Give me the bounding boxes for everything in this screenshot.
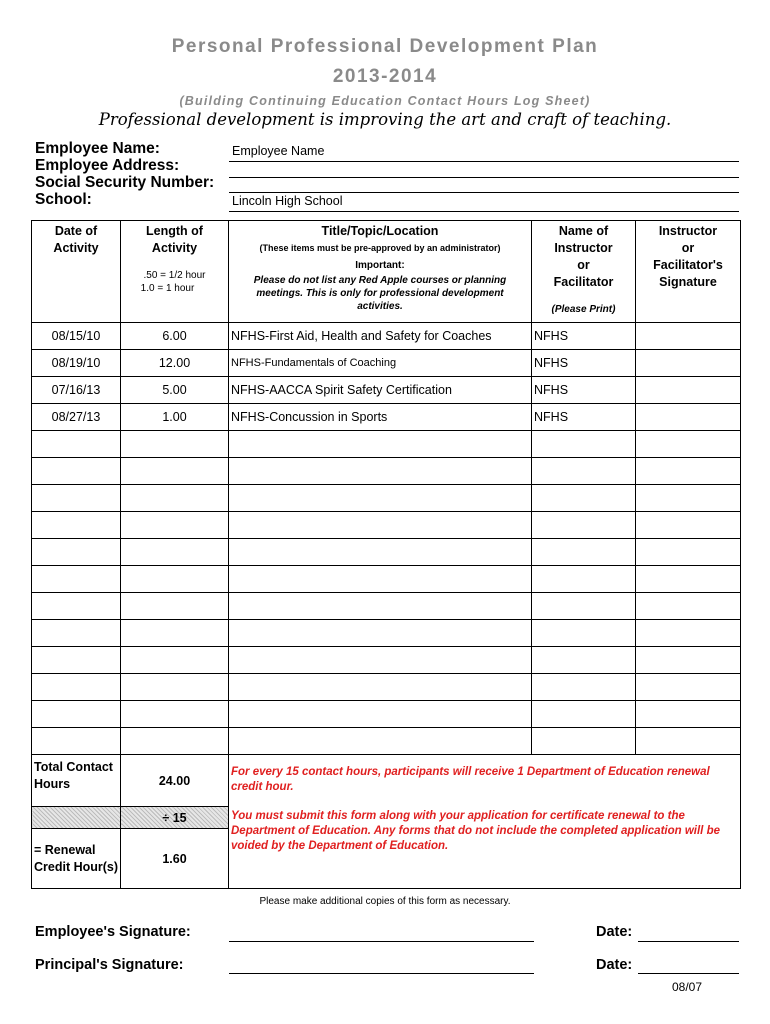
- instructor-name-cell[interactable]: [532, 539, 636, 566]
- title-cell[interactable]: [229, 674, 532, 701]
- form-code: 08/07: [672, 980, 703, 994]
- principal-signature-line[interactable]: [229, 973, 534, 974]
- title-cell[interactable]: [229, 566, 532, 593]
- table-row-blank: [32, 593, 741, 620]
- date-cell[interactable]: [32, 431, 121, 458]
- title-cell[interactable]: [229, 431, 532, 458]
- instructor-signature-cell[interactable]: [636, 593, 741, 620]
- date-cell[interactable]: [32, 539, 121, 566]
- instructor-signature-cell[interactable]: [636, 458, 741, 485]
- instructor-name-cell[interactable]: NFHS: [532, 323, 636, 350]
- table-row-blank: [32, 674, 741, 701]
- instructor-name-cell[interactable]: [532, 701, 636, 728]
- employee-address-line[interactable]: [229, 177, 739, 178]
- length-cell[interactable]: [121, 485, 229, 512]
- date-cell[interactable]: [32, 485, 121, 512]
- title-cell[interactable]: [229, 647, 532, 674]
- date-cell[interactable]: 08/27/13: [32, 404, 121, 431]
- length-cell[interactable]: [121, 566, 229, 593]
- date-cell[interactable]: [32, 647, 121, 674]
- instructor-signature-cell[interactable]: [636, 566, 741, 593]
- instructor-signature-cell[interactable]: [636, 674, 741, 701]
- employee-date-label: Date:: [596, 924, 633, 940]
- renewal-credit-value[interactable]: 1.60: [121, 829, 229, 889]
- length-cell[interactable]: [121, 458, 229, 485]
- divide-by-fifteen: ÷ 15: [121, 807, 229, 829]
- table-row-blank: [32, 728, 741, 755]
- instructor-name-cell[interactable]: NFHS: [532, 350, 636, 377]
- title-cell[interactable]: [229, 701, 532, 728]
- school-line: [229, 211, 739, 212]
- header-instructor-name: Name of Instructor or Facilitator (Please Print): [532, 221, 636, 323]
- date-cell[interactable]: [32, 458, 121, 485]
- employee-address-label: Employee Address:: [35, 157, 180, 174]
- length-note-half: .50 = 1/2 hour: [143, 270, 206, 281]
- total-row: [32, 755, 741, 807]
- length-cell[interactable]: [121, 512, 229, 539]
- length-cell[interactable]: [121, 674, 229, 701]
- title-cell[interactable]: [229, 593, 532, 620]
- important-label: Important:: [355, 260, 405, 271]
- length-cell[interactable]: 6.00: [121, 323, 229, 350]
- title-cell[interactable]: [229, 485, 532, 512]
- title-preapproval-note: (These items must be pre-approved by an administrator): [259, 243, 501, 253]
- date-cell[interactable]: 07/16/13: [32, 377, 121, 404]
- length-cell[interactable]: 12.00: [121, 350, 229, 377]
- renewal-credit-label: = Renewal Credit Hour(s): [32, 829, 121, 889]
- instructor-signature-cell[interactable]: [636, 647, 741, 674]
- date-cell[interactable]: [32, 512, 121, 539]
- table-row-blank: [32, 566, 741, 593]
- instructor-name-cell[interactable]: [532, 458, 636, 485]
- date-cell[interactable]: [32, 593, 121, 620]
- ssn-label: Social Security Number:: [35, 174, 215, 191]
- instructor-signature-cell[interactable]: [636, 323, 741, 350]
- contact-hours-log-table: [31, 220, 741, 889]
- table-row: [32, 350, 741, 377]
- employee-signature-line[interactable]: [229, 941, 534, 942]
- employee-signature-label: Employee's Signature:: [35, 924, 191, 940]
- school-field[interactable]: Lincoln High School: [232, 194, 343, 208]
- form-subtitle: (Building Continuing Education Contact Hours Log Sheet): [179, 94, 591, 108]
- header-date: Date of Activity: [32, 221, 121, 323]
- submission-notice: You must submit this form along with your application for certificate renewal to the Department of Education. Any forms that do not include the completed application will be voided by the Department of Education.: [231, 810, 720, 852]
- table-row: [32, 377, 741, 404]
- please-print-note: (Please Print): [551, 304, 616, 315]
- length-cell[interactable]: [121, 647, 229, 674]
- header-title: Title/Topic/Location (These items must be pre-approved by an administrator) Important: Please do not list any Red Apple courses or planning meetings. This is only for professional development activities.: [229, 221, 532, 323]
- instructor-name-cell[interactable]: NFHS: [532, 404, 636, 431]
- instructor-name-cell[interactable]: [532, 674, 636, 701]
- important-note: Please do not list any Red Apple courses or planning meetings. This is only for professional development activities.: [253, 275, 507, 312]
- length-note-one: 1.0 = 1 hour: [140, 283, 195, 294]
- header-instructor-signature: Instructor or Facilitator's Signature: [636, 221, 741, 323]
- instructor-name-cell[interactable]: [532, 620, 636, 647]
- length-cell[interactable]: 1.00: [121, 404, 229, 431]
- instructor-signature-cell[interactable]: [636, 404, 741, 431]
- length-cell[interactable]: [121, 539, 229, 566]
- table-header-row: [32, 221, 741, 323]
- instructor-signature-cell[interactable]: [636, 512, 741, 539]
- length-cell[interactable]: [121, 431, 229, 458]
- header-length: Length of Activity .50 = 1/2 hour 1.0 = 1 hour: [121, 221, 229, 323]
- instructor-name-cell[interactable]: [532, 728, 636, 755]
- instructor-signature-cell[interactable]: [636, 728, 741, 755]
- length-cell[interactable]: 5.00: [121, 377, 229, 404]
- table-row-blank: [32, 539, 741, 566]
- length-cell[interactable]: [121, 620, 229, 647]
- length-cell[interactable]: [121, 728, 229, 755]
- instructor-name-cell[interactable]: [532, 593, 636, 620]
- date-cell[interactable]: [32, 701, 121, 728]
- date-cell[interactable]: 08/19/10: [32, 350, 121, 377]
- employee-name-label: Employee Name:: [35, 140, 160, 157]
- title-cell[interactable]: NFHS-Concussion in Sports: [229, 404, 532, 431]
- length-cell[interactable]: [121, 701, 229, 728]
- instructor-signature-cell[interactable]: [636, 485, 741, 512]
- school-label: School:: [35, 191, 92, 208]
- form-year: 2013-2014: [332, 66, 438, 87]
- instructor-signature-cell[interactable]: [636, 620, 741, 647]
- total-contact-hours-label: Total Contact Hours: [32, 755, 121, 807]
- table-row-blank: [32, 701, 741, 728]
- table-row-blank: [32, 458, 741, 485]
- instructor-name-cell[interactable]: [532, 485, 636, 512]
- table-row-blank: [32, 647, 741, 674]
- copies-note: Please make additional copies of this form as necessary.: [259, 896, 511, 907]
- date-cell[interactable]: 08/15/10: [32, 323, 121, 350]
- title-cell[interactable]: NFHS-AACCA Spirit Safety Certification: [229, 377, 532, 404]
- principal-date-label: Date:: [596, 957, 633, 973]
- table-row: [32, 323, 741, 350]
- employee-date-line[interactable]: [638, 941, 739, 942]
- title-cell[interactable]: [229, 539, 532, 566]
- instructor-name-cell[interactable]: [532, 647, 636, 674]
- form-title: Personal Professional Development Plan: [171, 36, 599, 57]
- principal-signature-label: Principal's Signature:: [35, 957, 184, 973]
- divide-shaded-cell: [32, 807, 121, 829]
- instructor-signature-cell[interactable]: [636, 350, 741, 377]
- title-cell[interactable]: [229, 728, 532, 755]
- title-cell[interactable]: NFHS-First Aid, Health and Safety for Coaches: [229, 323, 532, 350]
- instructor-signature-cell[interactable]: [636, 377, 741, 404]
- form-motto: Professional development is improving the art and craft of teaching.: [98, 110, 672, 129]
- table-row-blank: [32, 485, 741, 512]
- table-row-blank: [32, 620, 741, 647]
- employee-name-field[interactable]: Employee Name: [232, 144, 325, 158]
- date-cell[interactable]: [32, 728, 121, 755]
- instructor-name-cell[interactable]: [532, 566, 636, 593]
- notice-cell: [229, 755, 741, 889]
- date-cell[interactable]: [32, 620, 121, 647]
- title-cell[interactable]: [229, 620, 532, 647]
- title-cell[interactable]: [229, 458, 532, 485]
- ssn-line[interactable]: [229, 192, 739, 193]
- total-contact-hours-value[interactable]: 24.00: [121, 755, 229, 807]
- instructor-name-cell[interactable]: [532, 431, 636, 458]
- instructor-signature-cell[interactable]: [636, 701, 741, 728]
- title-cell[interactable]: NFHS-Fundamentals of Coaching: [229, 350, 532, 377]
- table-row: [32, 404, 741, 431]
- date-cell[interactable]: [32, 674, 121, 701]
- table-row-blank: [32, 431, 741, 458]
- title-cell[interactable]: [229, 512, 532, 539]
- instructor-name-cell[interactable]: [532, 512, 636, 539]
- principal-date-line[interactable]: [638, 973, 739, 974]
- date-cell[interactable]: [32, 566, 121, 593]
- table-row-blank: [32, 512, 741, 539]
- instructor-signature-cell[interactable]: [636, 431, 741, 458]
- employee-name-line: [229, 161, 739, 162]
- length-cell[interactable]: [121, 593, 229, 620]
- instructor-name-cell[interactable]: NFHS: [532, 377, 636, 404]
- instructor-signature-cell[interactable]: [636, 539, 741, 566]
- renewal-credit-notice: For every 15 contact hours, participants will receive 1 Department of Education renewal credit hour.: [231, 766, 710, 793]
